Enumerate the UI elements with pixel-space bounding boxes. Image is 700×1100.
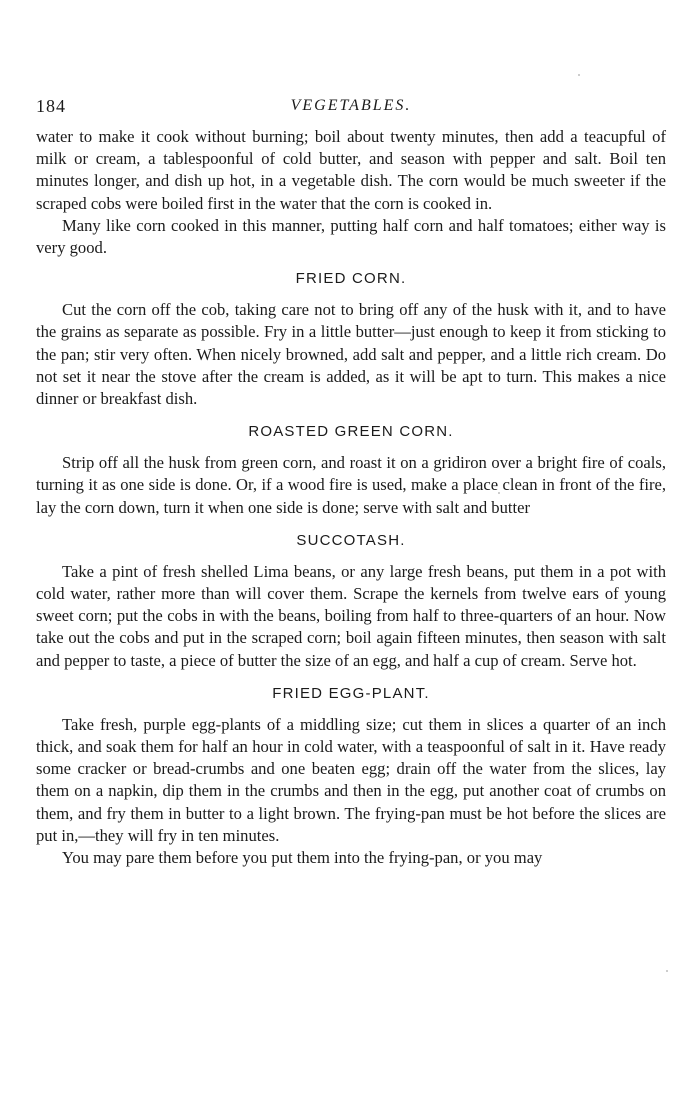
recipe-paragraph: Take fresh, purple egg-plants of a middling size; cut them in slices a quarter of an inch thick, and soak them for half an hour in cold water, with a teaspoonful of salt in it. Have ready some cracker or bread-crumbs and one beaten egg; drain off the water from the slices, lay them on a napkin, dip them in the crumbs and then in the egg, put another coat of crumbs on them, and fry them in butter to a light brown. The frying-pan must be hot before the slices are put in,—they will fry in ten minutes. (36, 714, 666, 845)
continued-paragraph: Many like corn cooked in this manner, putting half corn and half tomatoes; either way is very good. (36, 215, 666, 258)
running-section-title: VEGETABLES. (290, 97, 412, 114)
recipe-paragraph: Take a pint of fresh shelled Lima beans, or any large fresh beans, put them in a pot with cold water, rather more than will cover them. Scrape the kernels from twelve ears of young sweet corn; put the cobs in with the beans, boiling from half to three-quarters of an hour. Now take out the cobs and put in the scraped corn; boil again fifteen minutes, then season with salt and pepper to taste, a piece of butter the size of an egg, and half a cup of cream. Serve hot. (36, 561, 666, 670)
recipe-fried-corn (36, 269, 666, 410)
recipe-succotash (36, 531, 666, 672)
recipe-paragraph: Cut the corn off the cob, taking care not to bring off any of the husk with it, and to have the grains as separate as possible. Fry in a little butter—just enough to keep it from sticking to the pan; stir very often. When nicely browned, add salt and pepper, and a little rich cream. Do not set it near the stove after the cream is added, as it will be apt to turn. This makes a nice dinner or breakfast dish. (36, 300, 666, 409)
running-head (36, 96, 666, 120)
continued-recipe-text (36, 126, 666, 259)
recipe-paragraph: Strip off all the husk from green corn, and roast it on a gridiron over a bright fire of coals, turning it as one side is done. Or, if a wood fire is used, make a place clean in front of the fire, lay the corn down, turn it when one side is done; serve with salt and butter (36, 453, 666, 517)
recipe-fried-egg-plant (36, 684, 666, 869)
recipe-paragraph: You may pare them before you put them into the frying-pan, or you may (62, 848, 543, 868)
recipe-title: FRIED CORN. (295, 270, 407, 288)
recipe-roasted-green-corn (36, 422, 666, 519)
paper-speck (578, 74, 580, 76)
recipe-title: ROASTED GREEN CORN. (248, 423, 454, 441)
paper-speck (666, 970, 668, 972)
page-number: 184 (36, 96, 66, 116)
continued-paragraph: water to make it cook without burning; boil about twenty minutes, then add a teacupful of milk or cream, a tablespoonful of cold butter, and season with pepper and salt. Boil ten minutes longer, and dish up hot, in a vegetable dish. The corn would be much sweeter if the scraped cobs were boiled first in the water that the corn is cooked in. (36, 127, 666, 213)
recipe-title: FRIED EGG-PLANT. (272, 684, 430, 702)
book-page (36, 96, 666, 869)
recipe-title: SUCCOTASH. (296, 531, 406, 549)
